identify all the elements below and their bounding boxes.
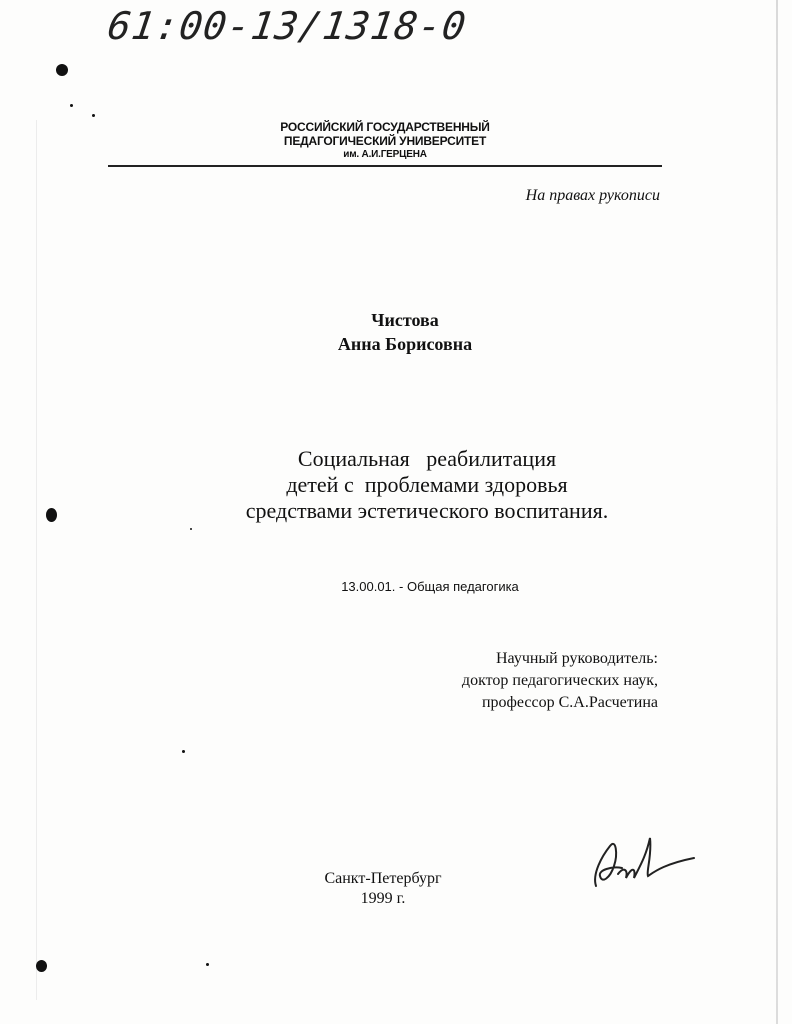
- supervisor-role: Научный руководитель:: [495, 650, 658, 667]
- scan-edge-left: [36, 120, 37, 1000]
- author-given-names: Анна Борисовна: [337, 334, 473, 354]
- thesis-title: [0, 446, 792, 524]
- scan-speck-7: [36, 960, 47, 972]
- scan-speck-2: [70, 104, 73, 107]
- institution-line-2: ПЕДАГОГИЧЕСКИЙ УНИВЕРСИТЕТ: [283, 134, 487, 148]
- year: 1999 г.: [360, 890, 406, 907]
- handwritten-catalog-code: 61:00-13/1318-0: [104, 4, 470, 48]
- scan-speck-8: [206, 963, 209, 966]
- institution-line-3: им. А.И.ГЕРЦЕНА: [343, 149, 427, 160]
- title-line-3: средствами эстетического воспитания.: [245, 498, 609, 523]
- rights-note: На правах рукописи: [525, 187, 660, 204]
- scan-speck-5: [190, 528, 192, 530]
- author-name: [0, 308, 792, 356]
- supervisor-block: [462, 648, 658, 714]
- place-and-year: [0, 869, 766, 909]
- scan-speck-3: [92, 114, 95, 117]
- scan-speck-6: [182, 750, 185, 753]
- scan-speck-1: [56, 64, 68, 76]
- supervisor-degree: доктор педагогических наук,: [461, 672, 658, 689]
- title-line-2: детей с проблемами здоровья: [286, 472, 568, 497]
- title-line-1: Социальная реабилитация: [297, 446, 557, 471]
- city: Санкт-Петербург: [324, 870, 442, 887]
- institution-line-1: РОССИЙСКИЙ ГОСУДАРСТВЕННЫЙ: [280, 120, 490, 134]
- supervisor-name: профессор С.А.Расчетина: [481, 694, 658, 711]
- specialty-code: 13.00.01. - Общая педагогика: [341, 579, 519, 594]
- institution-header: [230, 120, 540, 162]
- header-divider: [108, 165, 662, 167]
- author-surname: Чистова: [371, 310, 439, 330]
